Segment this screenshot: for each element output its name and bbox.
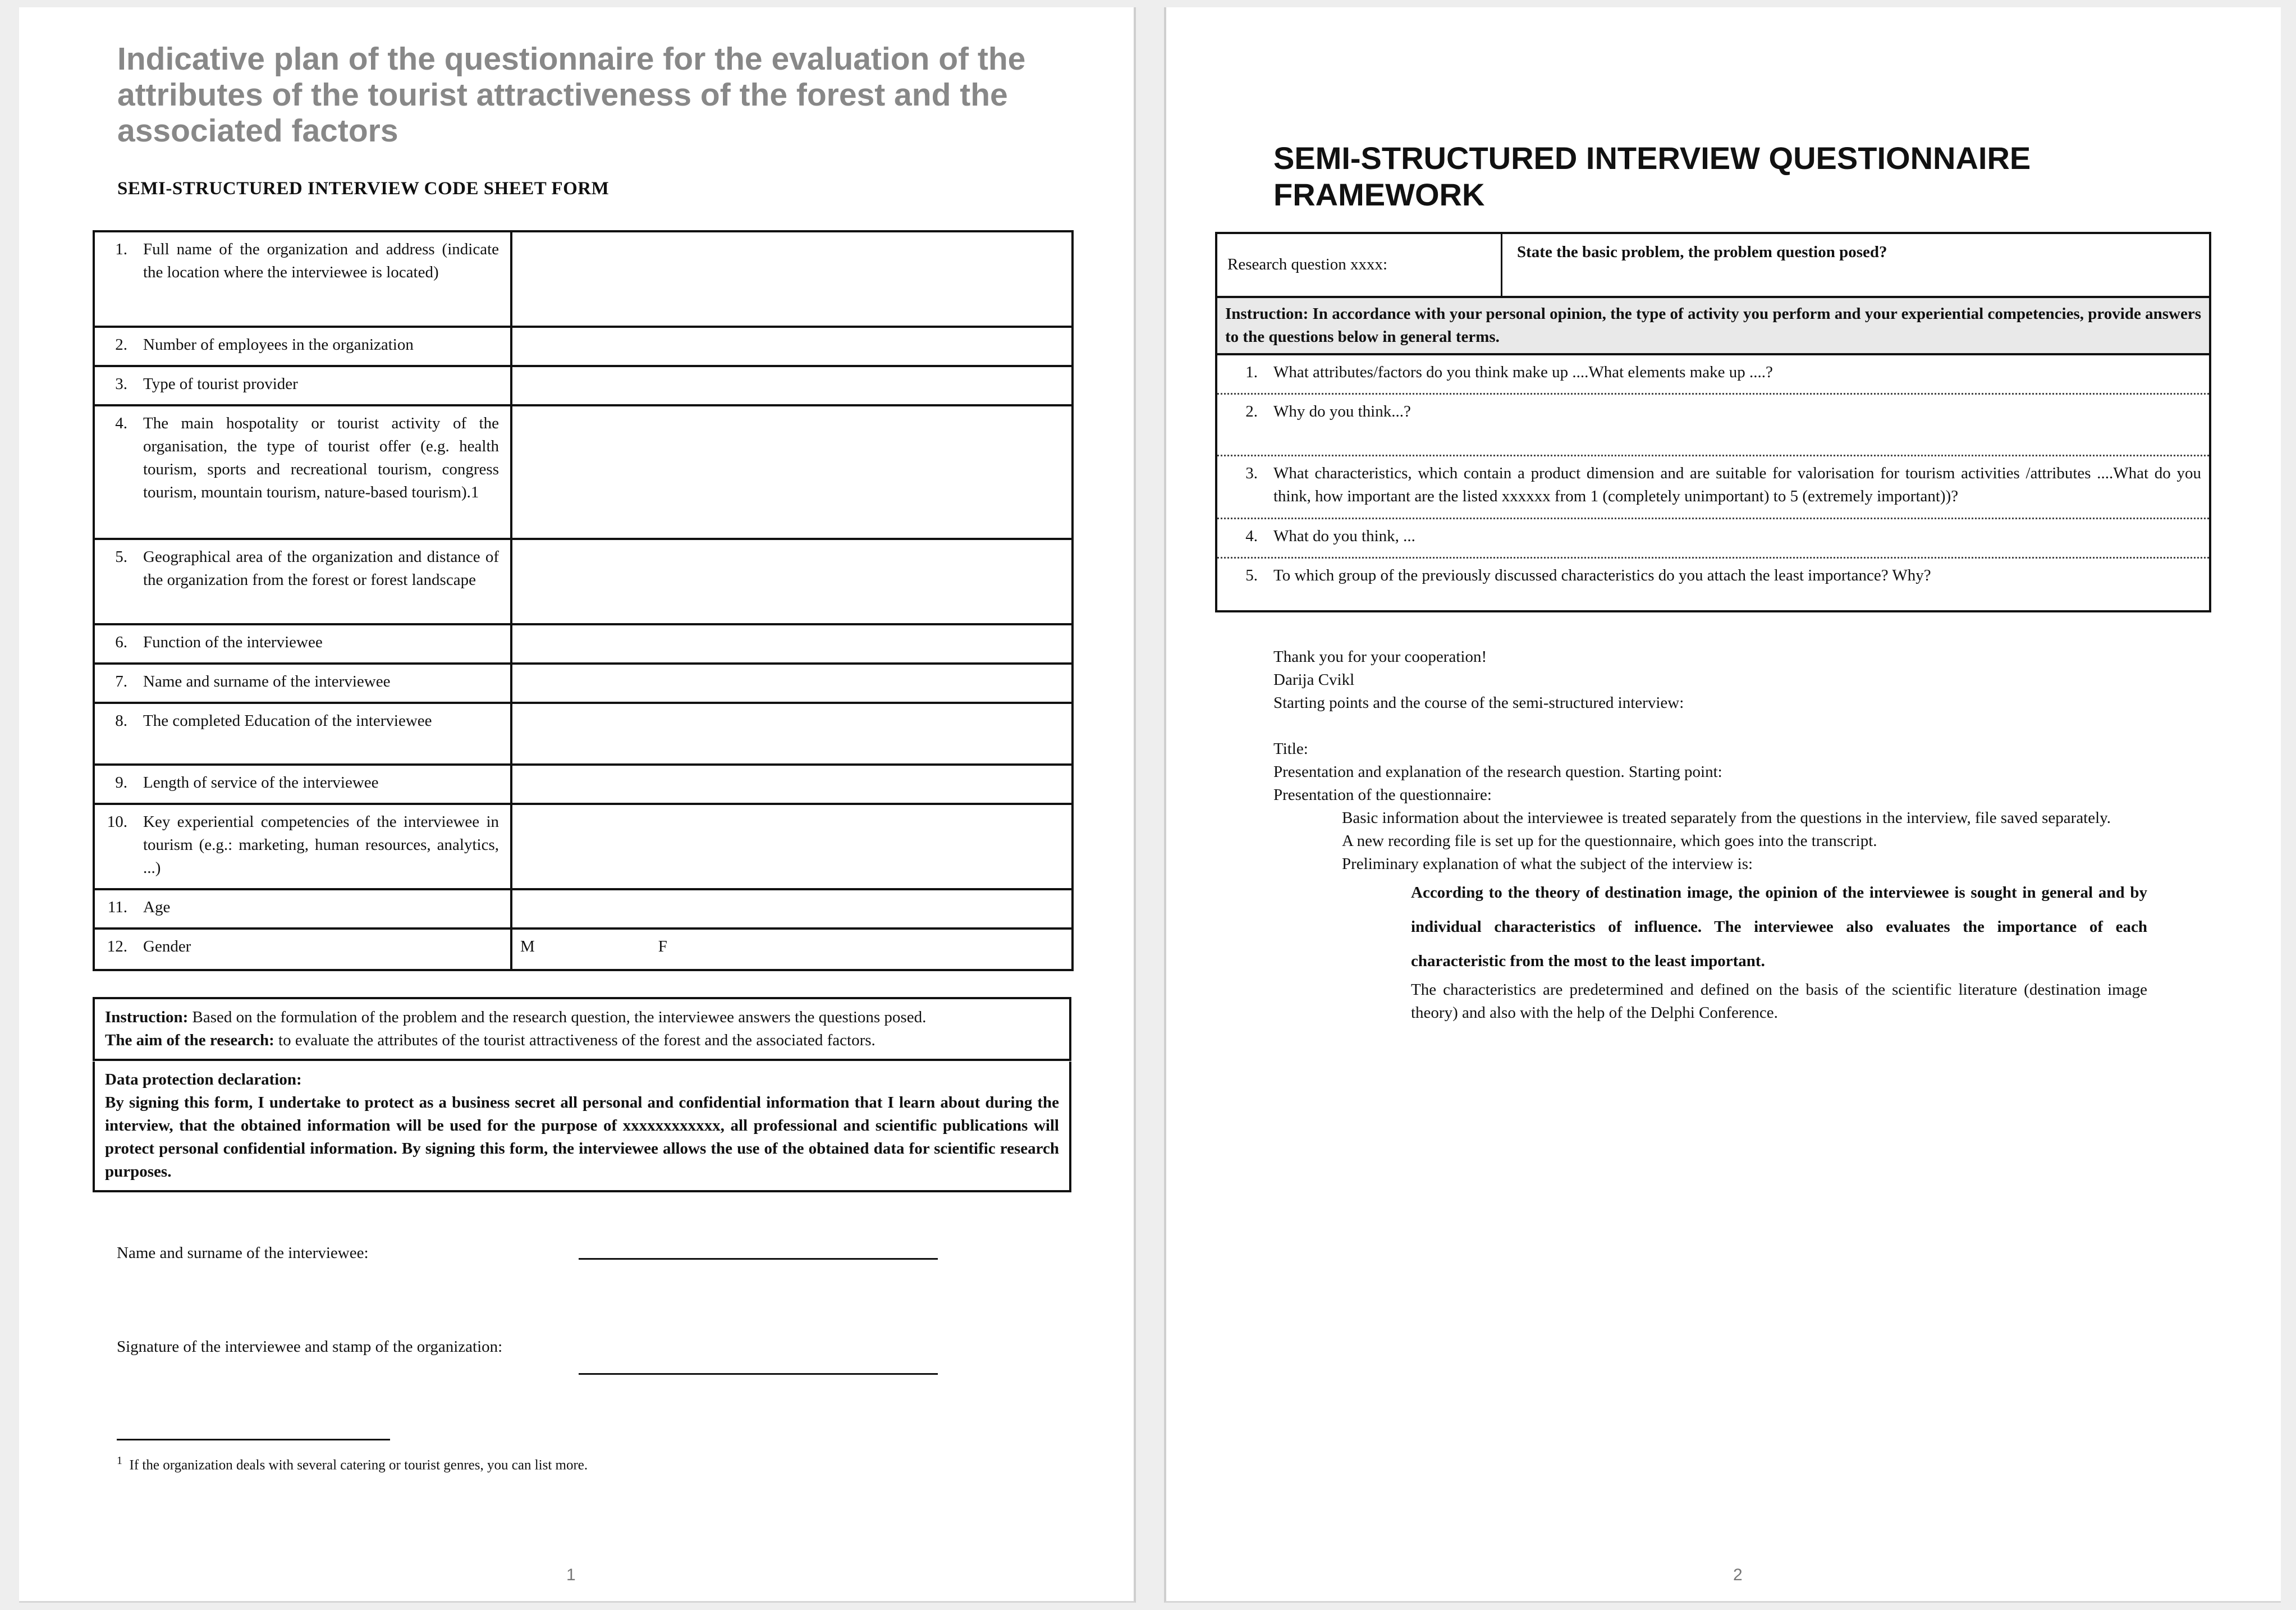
research-question-label: Research question xxxx: [1217, 234, 1502, 296]
question-text: The main hospotality or tourist activity of the organisation, the type of tourist offer (e.g. health tourism, sports and recreational tourism, congress tourism, mountain tourism, nature-based tourism).1 [143, 414, 499, 501]
question-cell [94, 539, 511, 624]
answer-cell[interactable] [511, 703, 1073, 765]
signature-stamp-line[interactable] [579, 1373, 938, 1375]
question-number: 11. [107, 898, 127, 916]
code-sheet-row [94, 889, 1073, 929]
question-text: Key experiential competencies of the interviewee in tourism (e.g.: marketing, human resources, analytics, ...) [143, 813, 499, 877]
question-cell [94, 929, 511, 970]
basic-info-text: Basic information about the interviewee is treated separately from the questions in the interview, file saved separately. [1342, 809, 2111, 827]
presentation-q-text: Presentation of the questionnaire: [1273, 786, 1492, 804]
question-item [95, 631, 499, 654]
question-number: 5. [115, 548, 127, 566]
basic-info-paragraph [1342, 807, 2147, 830]
code-sheet-row [94, 327, 1073, 366]
code-sheet-row [94, 765, 1073, 804]
instruction-text: Based on the formulation of the problem and the research question, the interviewee answers the questions posed. [188, 1008, 927, 1026]
interview-question-text: What characteristics, which contain a product dimension and are suitable for valorisation for tourism activities /attributes ....What do you think, how important are the listed xxxxxx from 1 (completely unimportant) to 5 (extremely important))? [1273, 464, 2201, 505]
answer-cell[interactable] [511, 539, 1073, 624]
question-cell [94, 231, 511, 327]
interview-question-row [1217, 519, 2209, 559]
question-cell [94, 664, 511, 703]
interview-question-number: 3. [1245, 464, 1258, 482]
question-item [95, 238, 499, 284]
question-item [95, 670, 499, 693]
question-number: 6. [115, 633, 127, 651]
data-protection-text: By signing this form, I undertake to protect as a business secret all personal and confidential information that I learn about during the interview, that the obtained information will be used for the purpose of xxxxxxxxxxxx, all professional and scientific publications will protect personal confidential information. By signing this form, the interviewee allows the use of the obtained data for scientific research purposes. [105, 1094, 1059, 1181]
document-page-2 [1164, 7, 2281, 1603]
new-recording-text: A new recording file is set up for the questionnaire, which goes into the transcript. [1342, 832, 1877, 850]
question-cell [94, 405, 511, 539]
question-cell [94, 624, 511, 664]
instruction-label: Instruction: [105, 1008, 189, 1026]
code-sheet-row [94, 804, 1073, 889]
question-text: Type of tourist provider [143, 375, 298, 393]
aim-line [105, 1029, 1059, 1052]
theory-paragraph: According to the theory of destination image, the opinion of the interviewee is sought in general and by individual characteristics of influence. The interviewee also evaluates the importance of each characteristic from the most to the least important. [1411, 884, 2147, 970]
gender-option-female[interactable]: F [658, 937, 667, 955]
name-signature-line[interactable] [579, 1258, 938, 1260]
question-number: 8. [115, 712, 127, 730]
question-number: 2. [115, 336, 127, 354]
answer-cell[interactable] [511, 366, 1073, 405]
interview-question-text: What do you think, ... [1273, 527, 1415, 545]
answer-cell[interactable] [511, 624, 1073, 664]
question-item [95, 546, 499, 592]
title-label: Title: [1273, 740, 1308, 758]
interview-question-number: 2. [1245, 403, 1258, 420]
aim-label: The aim of the research: [105, 1031, 274, 1049]
answer-cell[interactable] [511, 664, 1073, 703]
interview-question-text: Why do you think...? [1273, 403, 1411, 420]
question-cell [94, 327, 511, 366]
answer-cell[interactable] [511, 765, 1073, 804]
preliminary-text: Preliminary explanation of what the subject of the interview is: [1342, 855, 1753, 873]
question-item [95, 896, 499, 919]
question-number: 10. [107, 813, 127, 831]
interview-question-row [1217, 559, 2209, 610]
footnote-separator [117, 1439, 390, 1440]
question-number: 12. [107, 937, 127, 955]
footnote-text: If the organization deals with several catering or tourist genres, you can list more. [129, 1457, 588, 1473]
question-text: Length of service of the interviewee [143, 774, 379, 792]
answer-cell[interactable] [511, 405, 1073, 539]
footnote-mark: 1 [117, 1455, 122, 1467]
instruction-box [93, 997, 1071, 1061]
question-item [95, 373, 499, 396]
question-text: Function of the interviewee [143, 633, 323, 651]
thanks-text: Thank you for your cooperation! [1273, 648, 1487, 666]
footnote [117, 1455, 588, 1473]
interview-question-number: 1. [1245, 363, 1258, 381]
question-cell [94, 804, 511, 889]
question-text: Full name of the organization and address (indicate the location where the interviewee is located) [143, 240, 499, 281]
question-list [1217, 355, 2209, 610]
question-text: Age [143, 898, 171, 916]
code-sheet-row [94, 405, 1073, 539]
page-number: 1 [566, 1566, 576, 1584]
interview-question-row [1217, 355, 2209, 395]
question-item [95, 771, 499, 794]
page-number: 2 [1733, 1566, 1743, 1584]
question-item [95, 935, 499, 958]
research-question-row [1217, 234, 2209, 298]
question-number: 4. [115, 414, 127, 432]
instruction-line [105, 1006, 1059, 1029]
data-protection-title: Data protection declaration: [105, 1071, 302, 1088]
question-cell [94, 889, 511, 929]
question-number: 7. [115, 673, 127, 690]
question-text: The completed Education of the interviewee [143, 712, 432, 730]
code-sheet-row [94, 539, 1073, 624]
characteristics-paragraph: The characteristics are predetermined and defined on the basis of the scientific literature (destination image theory) and also with the help of the Delphi Conference. [1411, 981, 2147, 1022]
question-text: Geographical area of the organization and distance of the organization from the forest or forest landscape [143, 548, 499, 589]
code-sheet-row [94, 664, 1073, 703]
question-text: Name and surname of the interviewee [143, 673, 391, 690]
framework-title: SEMI-STRUCTURED INTERVIEW QUESTIONNAIRE FRAMEWORK [1273, 140, 2031, 212]
closing-notes [1273, 646, 2228, 1024]
interview-question-text: What attributes/factors do you think make up ....What elements make up ....? [1273, 363, 1773, 381]
code-sheet-row [94, 703, 1073, 765]
presentation-rq-text: Presentation and explanation of the research question. Starting point: [1273, 763, 1722, 781]
code-sheet-table [93, 230, 1074, 971]
question-cell [94, 703, 511, 765]
question-text: Number of employees in the organization [143, 336, 414, 354]
document-page-1 [19, 7, 1136, 1603]
question-cell [94, 366, 511, 405]
question-item [95, 412, 499, 504]
author-name: Darija Cvikl [1273, 671, 1355, 689]
name-field-label: Name and surname of the interviewee: [117, 1244, 369, 1262]
code-sheet-row [94, 929, 1073, 970]
instruction-row: Instruction: In accordance with your personal opinion, the type of activity you perform and your experiential competencies, provide answers to the questions below in general terms. [1217, 298, 2209, 355]
code-sheet-row [94, 624, 1073, 664]
starting-points-text: Starting points and the course of the semi-structured interview: [1273, 694, 1684, 712]
answer-cell[interactable] [511, 929, 1073, 970]
data-protection-box [93, 1062, 1071, 1192]
answer-cell[interactable] [511, 231, 1073, 327]
question-item [95, 333, 499, 356]
signature-field-label: Signature of the interviewee and stamp of the organization: [117, 1338, 503, 1356]
questionnaire-plan-title: Indicative plan of the questionnaire for the evaluation of the attributes of the tourist attractiveness of the forest and the associated factors [117, 41, 1026, 149]
question-item [95, 811, 499, 880]
answer-cell[interactable] [511, 327, 1073, 366]
code-sheet-row [94, 231, 1073, 327]
question-cell [94, 765, 511, 804]
code-sheet-row [94, 366, 1073, 405]
question-number: 3. [115, 375, 127, 393]
interview-question-number: 4. [1245, 527, 1258, 545]
interview-question-row [1217, 456, 2209, 519]
question-text: Gender [143, 937, 191, 955]
gender-option-male[interactable]: M [520, 937, 535, 955]
question-number: 1. [115, 240, 127, 258]
answer-cell[interactable] [511, 804, 1073, 889]
interview-question-number: 5. [1245, 566, 1258, 584]
aim-text: to evaluate the attributes of the tourist attractiveness of the forest and the associated factors. [274, 1031, 876, 1049]
code-sheet-form-title: SEMI-STRUCTURED INTERVIEW CODE SHEET FORM [117, 179, 609, 199]
research-question-text: State the basic problem, the problem question posed? [1517, 243, 1887, 261]
question-item [95, 710, 499, 733]
interview-question-text: To which group of the previously discussed characteristics do you attach the least importance? Why? [1273, 566, 1931, 584]
interview-question-row [1217, 395, 2209, 456]
research-question-table [1215, 232, 2211, 612]
answer-cell[interactable] [511, 889, 1073, 929]
question-number: 9. [115, 774, 127, 792]
